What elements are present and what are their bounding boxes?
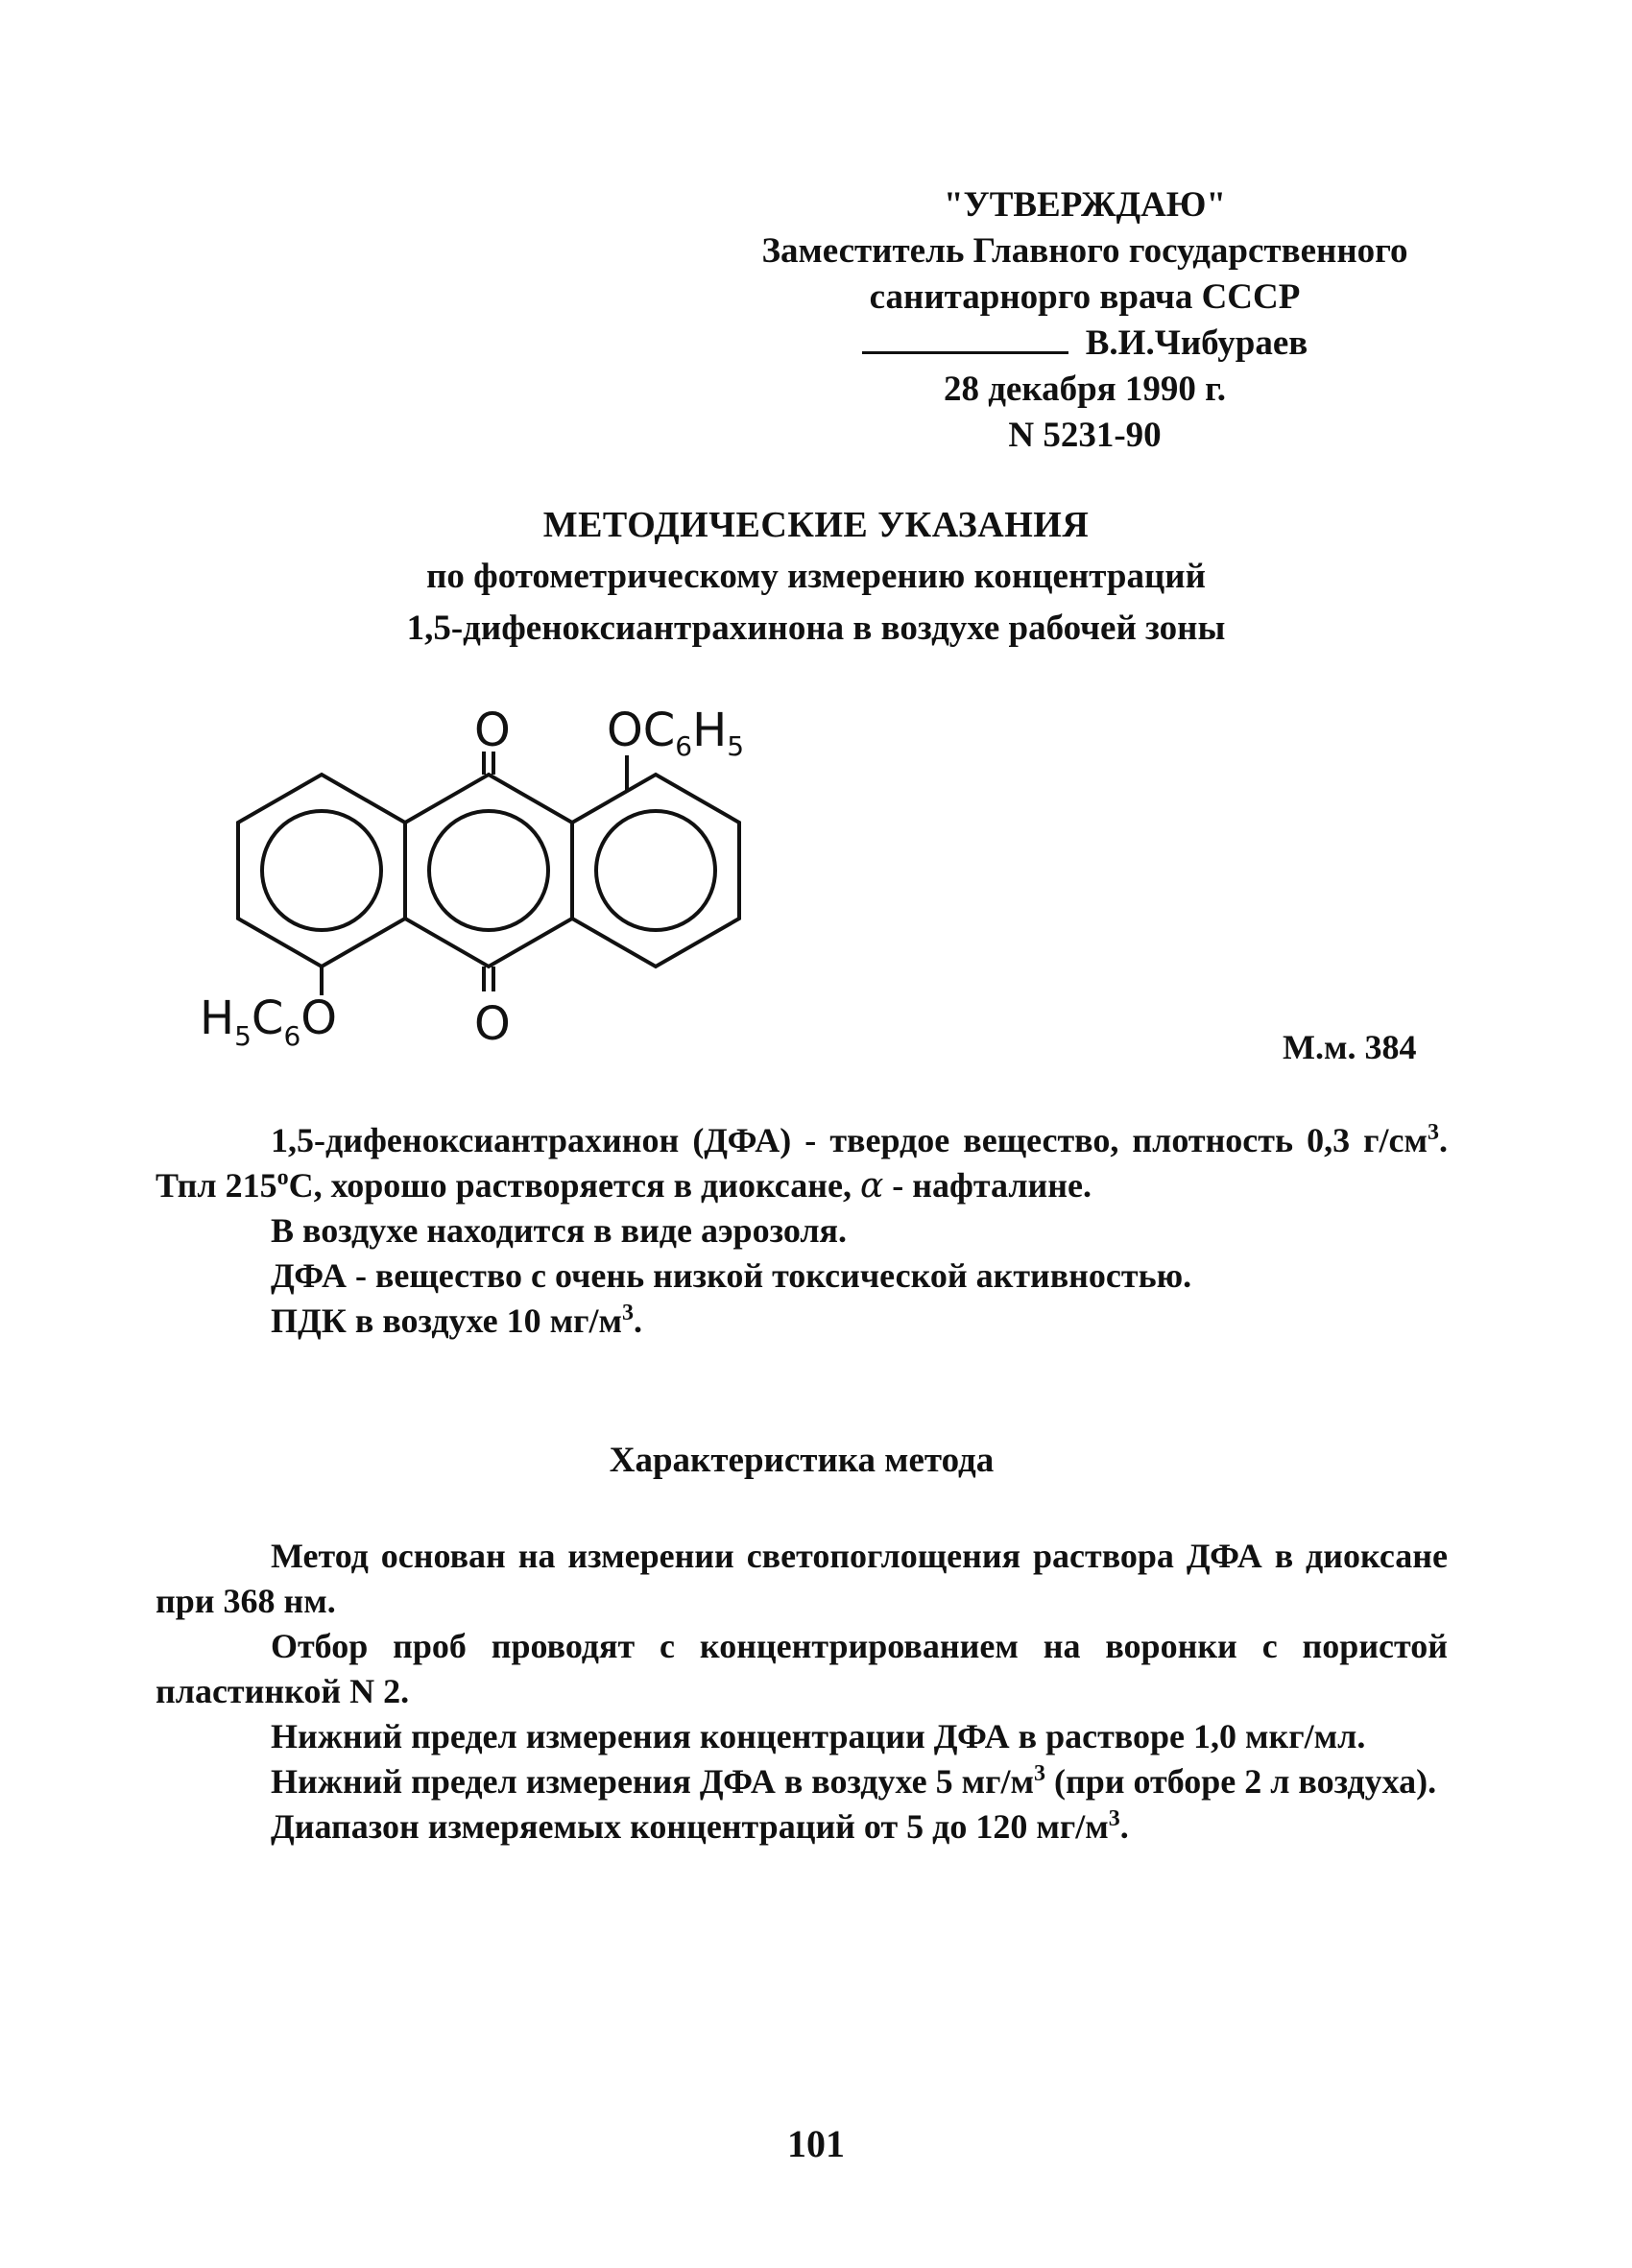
- left-substituent-label: $H_5C_6O$: [200, 991, 338, 1052]
- description-paragraph-3: ДФА - вещество с очень низкой токсической активностью.: [271, 1256, 1192, 1295]
- description-section: [156, 1118, 1448, 1344]
- approval-signatory: В.И.Чибураев: [1085, 323, 1308, 363]
- document-title: [221, 499, 1411, 655]
- method-paragraph-1: Метод основан на измерении светопоглощения раствора ДФА в диоксане при 368 нм.: [156, 1537, 1448, 1620]
- description-paragraph-2: В воздухе находится в виде аэрозоля.: [271, 1211, 848, 1250]
- method-section: [156, 1534, 1448, 1850]
- page-number: 101: [787, 2122, 845, 2165]
- approval-heading: "УТВЕРЖДАЮ": [944, 185, 1226, 225]
- molecular-weight: М.м. 384: [1283, 1028, 1417, 1066]
- title-subject: 1,5-дифеноксиантрахинона в воздухе рабочей зоны: [406, 609, 1226, 648]
- right-substituent-label: $OC_6H_5$: [607, 704, 745, 762]
- method-paragraph-4: Нижний предел измерения ДФА в воздухе 5 $мг/м^3$ (при отборе 2 л воздуха).: [271, 1761, 1437, 1801]
- description-paragraph-4: ПДК в воздухе 10 $мг/м^3$.: [271, 1301, 643, 1340]
- chemical-structure: [192, 686, 787, 1070]
- bottom-oxygen-label: O: [474, 997, 511, 1051]
- approval-block: [672, 182, 1498, 459]
- approval-number: N 5231-90: [1008, 416, 1162, 455]
- approval-position: Заместитель Главного государственного: [761, 231, 1408, 271]
- alpha-symbol: α: [859, 1166, 884, 1206]
- left-ring-circle: [262, 811, 381, 930]
- top-oxygen-label: O: [474, 704, 511, 757]
- signature-line: [862, 322, 1068, 354]
- method-paragraph-3: Нижний предел измерения концентрации ДФА в растворе 1,0 мкг/мл.: [271, 1717, 1366, 1755]
- approval-signature-row: [672, 321, 1498, 367]
- title-subtitle: по фотометрическому измерению концентраций: [426, 557, 1206, 596]
- section-heading: Характеристика метода: [609, 1441, 995, 1480]
- method-paragraph-5: Диапазон измеряемых концентраций от 5 до 120 $мг/м^3$.: [271, 1806, 1129, 1846]
- title-main: МЕТОДИЧЕСКИЕ УКАЗАНИЯ: [542, 505, 1090, 545]
- description-paragraph-1: 1,5-дифеноксиантрахинон (ДФА) - твердое вещество, плотность 0,3 $г/см^3$. Тпл $215^оС$, хорошо растворяется в диоксане, α - нафталине.: [156, 1120, 1448, 1206]
- middle-ring-circle: [429, 811, 548, 930]
- method-paragraph-2: Отбор проб проводят с концентрированием на воронки с пористой пластинкой N 2.: [156, 1627, 1448, 1710]
- approval-date: 28 декабря 1990 г.: [943, 370, 1227, 409]
- right-ring-circle: [596, 811, 715, 930]
- approval-position-2: санитарнорго врача СССР: [869, 277, 1301, 317]
